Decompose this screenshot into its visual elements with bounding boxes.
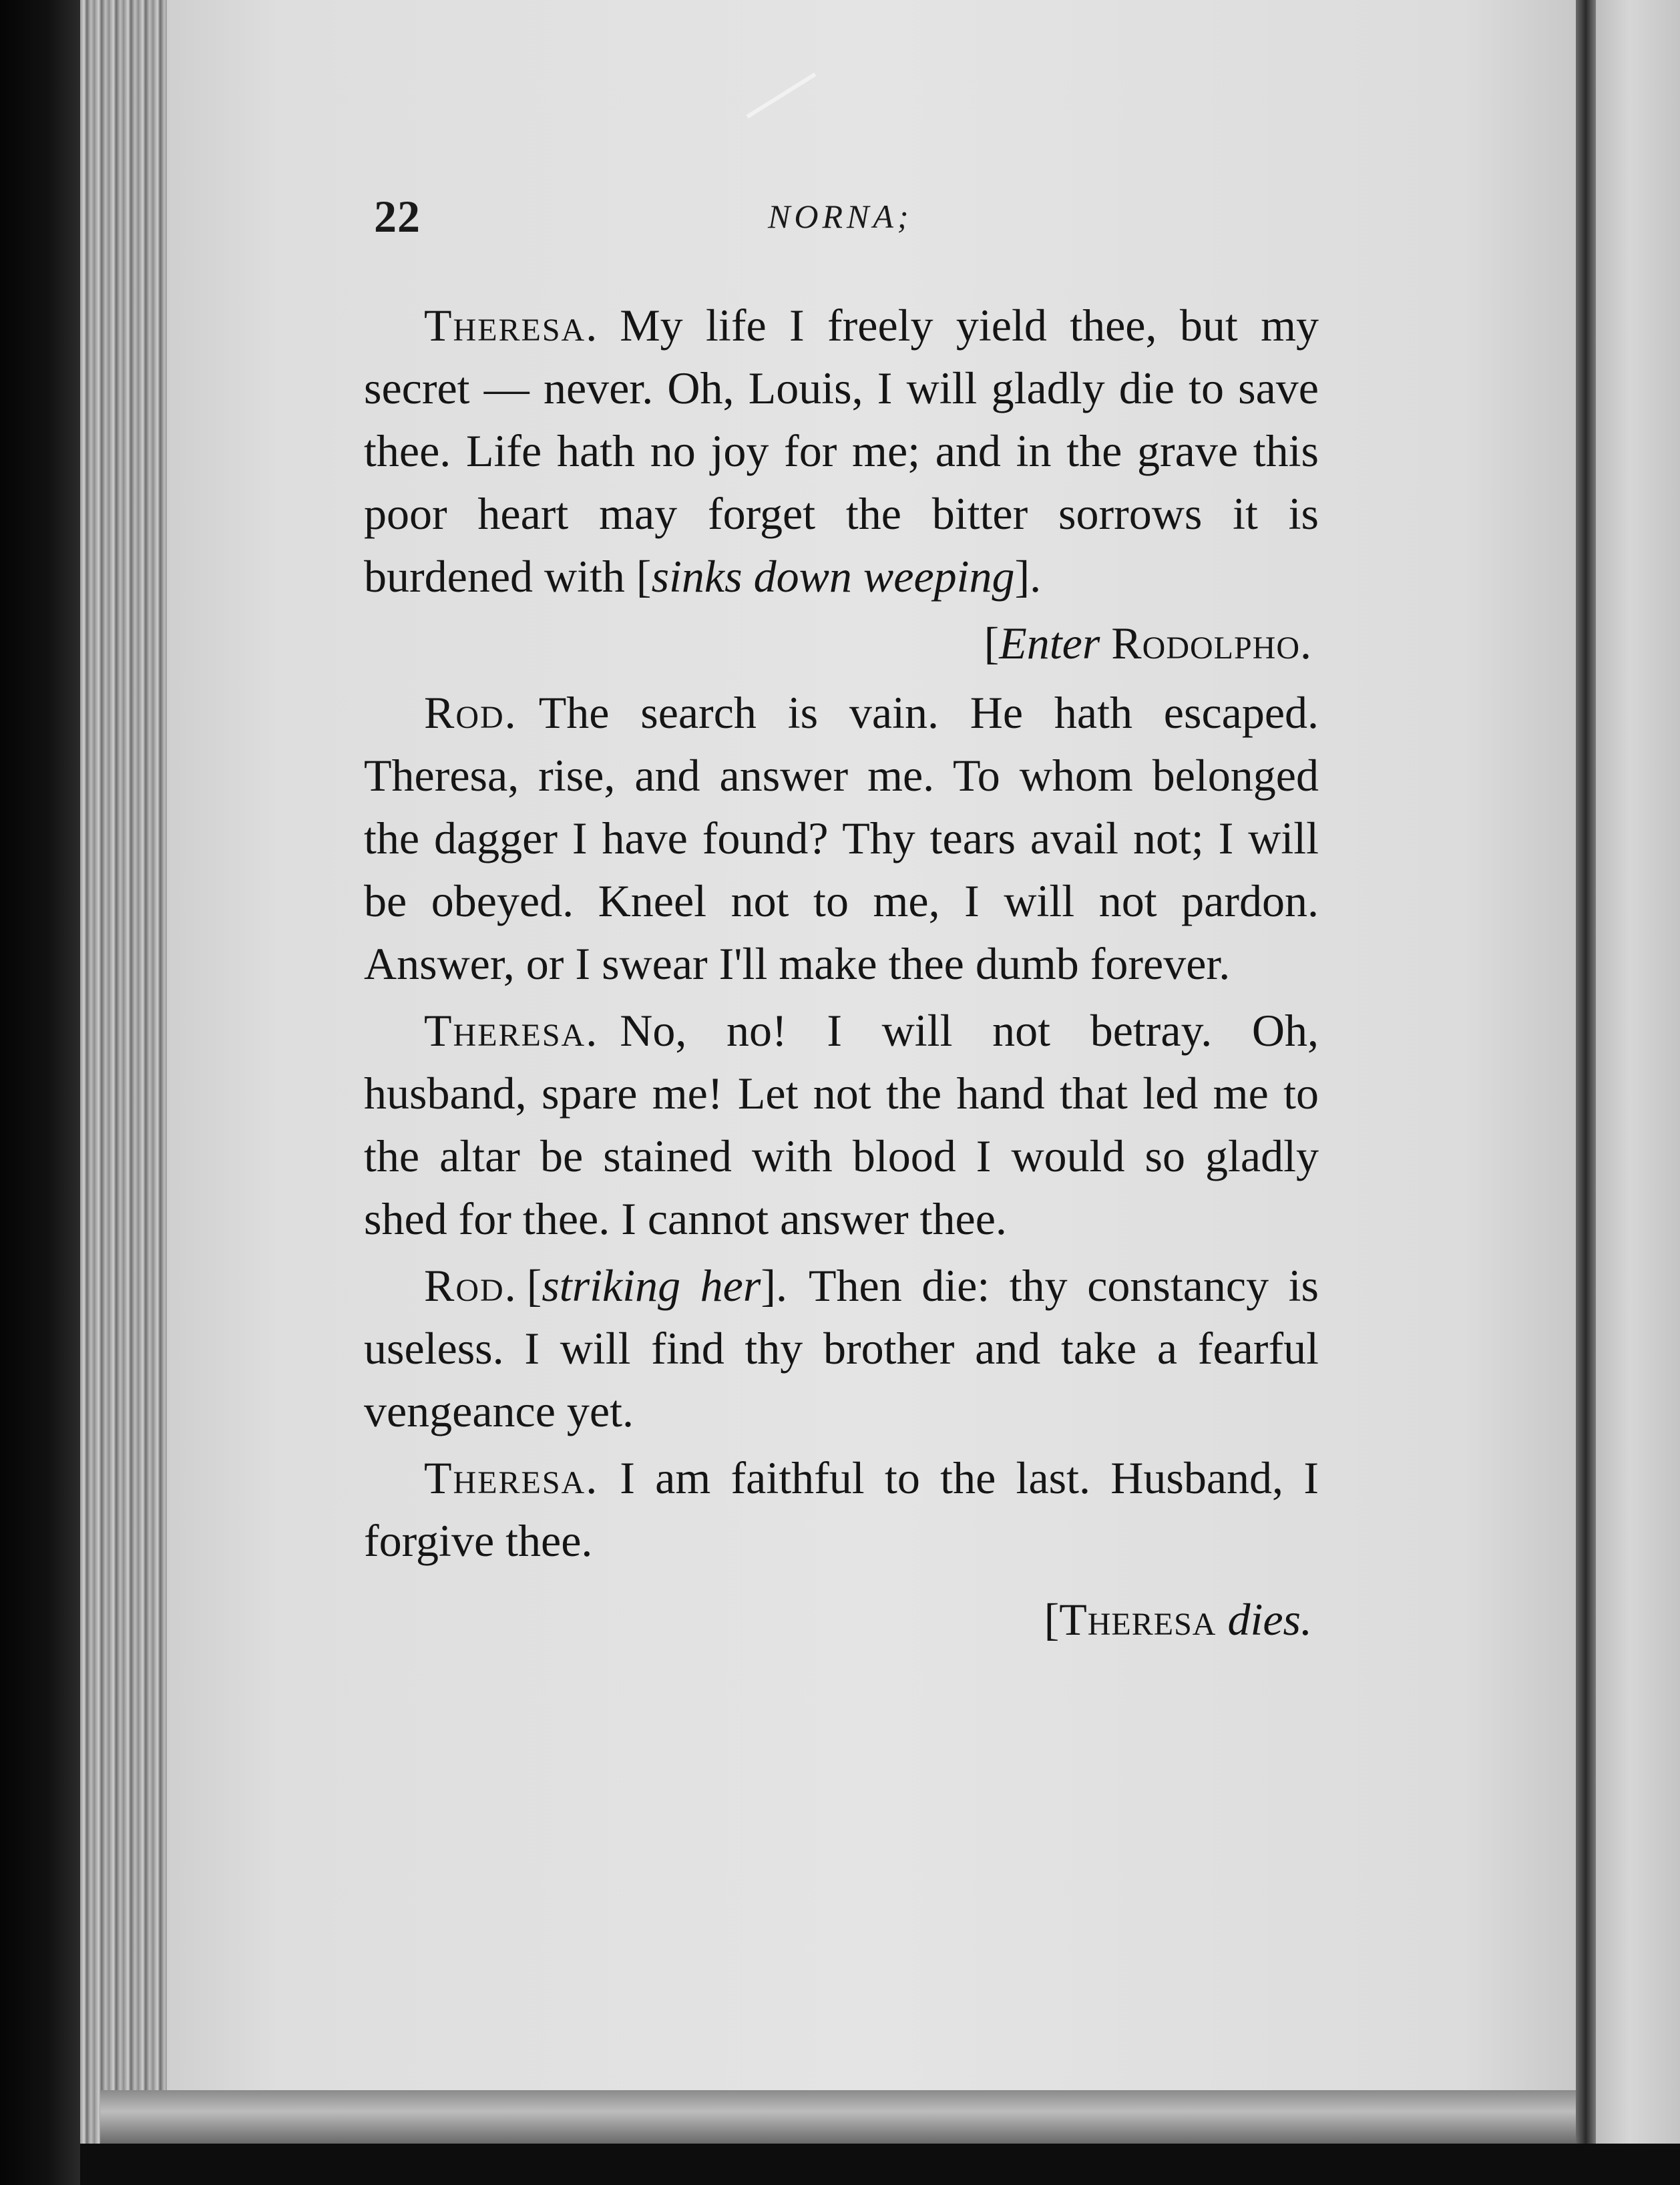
speaker-name: Theresa.: [424, 1452, 599, 1503]
dialogue-paragraph: [364, 681, 1319, 995]
page-header: [374, 190, 1309, 250]
dialogue-paragraph: [364, 1254, 1319, 1442]
bracket: ].: [761, 1260, 787, 1311]
dialogue-text: No, no! I will not betray. Oh, husband, spare me! Let not the hand that led me to the altar be stained with blood I would so gladly shed for thee. I cannot answer thee.: [364, 1005, 1319, 1244]
bracket: [: [526, 1260, 542, 1311]
stage-word: Enter: [999, 618, 1100, 668]
dialogue-paragraph: [364, 1446, 1319, 1572]
page-edges: [80, 0, 174, 2144]
bracket: [: [636, 551, 652, 602]
character-name: Rodolpho.: [1111, 618, 1312, 668]
stage-direction-enter: [364, 612, 1319, 674]
stage-direction-dies: [364, 1588, 1319, 1651]
book-binding: [0, 0, 80, 2185]
speaker-name: Theresa.: [424, 1005, 599, 1056]
speaker-name: Rod.: [424, 1260, 517, 1311]
dialogue-text: Then die: thy constancy is useless. I will find thy brother and take a fearful vengeance yet.: [364, 1260, 1319, 1436]
stage-word: dies.: [1227, 1594, 1312, 1645]
page-number: 22: [374, 191, 421, 242]
bracket: [: [984, 618, 1000, 668]
dialogue-paragraph: [364, 999, 1319, 1250]
page-fold: [1576, 0, 1596, 2144]
dialogue-text: The search is vain. He hath escaped. Theresa, rise, and answer me. To whom belonged the dagger I have found? Thy tears avail not; I will be obeyed. Kneel not to me, I will not pardon. Answer, or I swear I'll make thee dumb forever.: [364, 687, 1319, 989]
speaker-name: Theresa.: [424, 300, 599, 351]
body-text: [364, 294, 1319, 1657]
dialogue-text: My life I freely yield thee, but my secret — never. Oh, Louis, I will gladly die to save thee. Life hath no joy for me; and in the grave this poor heart may forget the bitter sorrows it is burdened with: [364, 300, 1319, 602]
speaker-name: Rod.: [424, 687, 517, 738]
adjacent-page: [1596, 0, 1680, 2144]
dialogue-text: I am faithful to the last. Husband, I forgive thee.: [364, 1452, 1319, 1566]
bracket: [: [1044, 1594, 1060, 1645]
stage-direction: sinks down weeping: [651, 551, 1015, 602]
page-bottom-edge: [100, 2090, 1589, 2144]
character-name: Theresa: [1059, 1594, 1217, 1645]
bracket: ].: [1014, 551, 1042, 602]
dialogue-paragraph: [364, 294, 1319, 608]
stage-direction: striking her: [542, 1260, 761, 1311]
running-head: NORNA;: [768, 198, 913, 235]
